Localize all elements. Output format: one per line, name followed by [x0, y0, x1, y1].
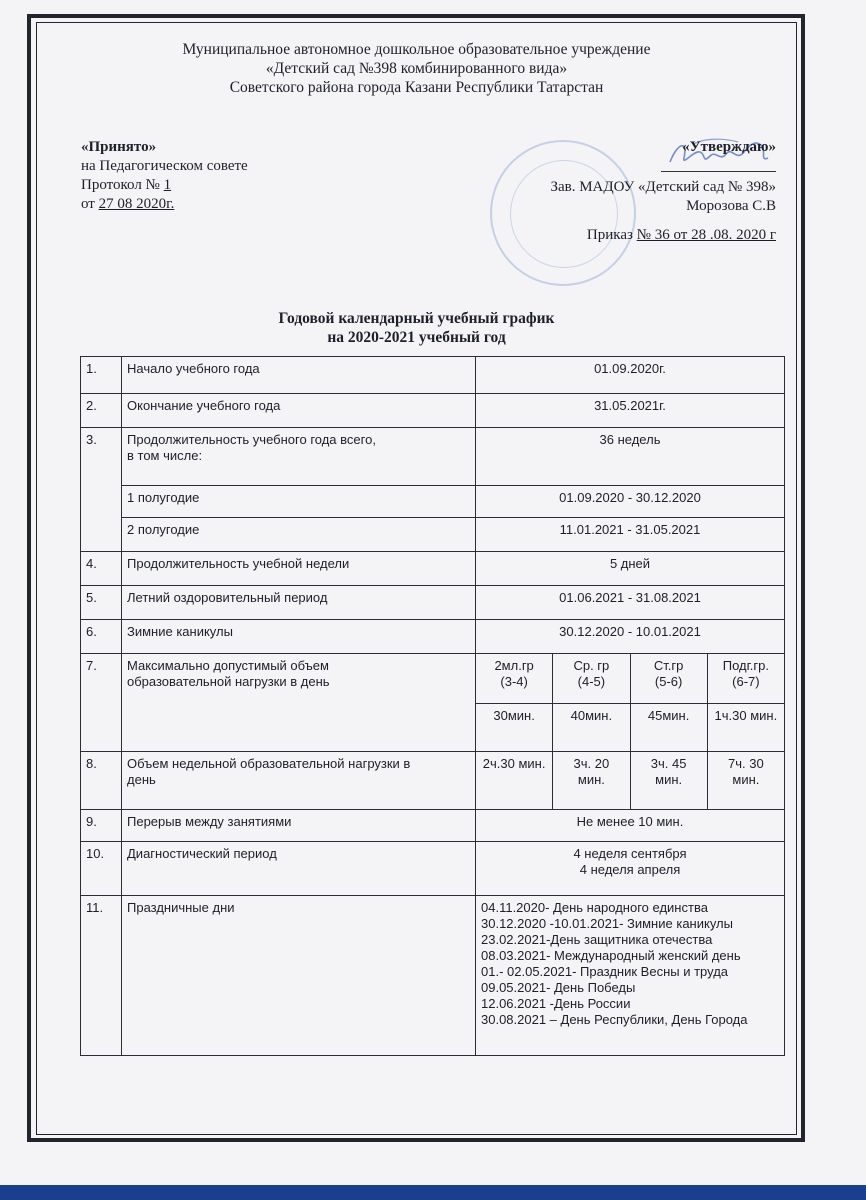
- row-value-line-1: 4 неделя сентября: [573, 846, 687, 861]
- row-label: Зимние каникулы: [122, 620, 476, 654]
- row-label: 2 полугодие: [122, 518, 476, 552]
- row-label: Продолжительность учебной недели: [122, 552, 476, 586]
- header-line-3: Советского района города Казани Республики Татарстан: [229, 79, 604, 96]
- row-value: 31.05.2021г.: [476, 394, 785, 428]
- row-label: [122, 654, 476, 752]
- holiday-item: 08.03.2021- Международный женский день: [481, 948, 741, 963]
- order-line: [550, 226, 776, 245]
- approved-title: «Утверждаю»: [682, 139, 776, 155]
- load-value: 45мин.: [630, 704, 707, 752]
- accepted-block: [81, 138, 248, 214]
- group-header: [707, 654, 784, 704]
- schedule-table: [80, 356, 785, 1056]
- load-value: 40мин.: [553, 704, 630, 752]
- row-value: 5 дней: [476, 552, 785, 586]
- title-line-2: на 2020-2021 учебный год: [327, 329, 506, 346]
- group-age: (3-4): [500, 674, 528, 689]
- protocol-line: [81, 176, 248, 195]
- holiday-item: 09.05.2021- День Победы: [481, 980, 636, 995]
- approved-position: Зав. МАДОУ «Детский сад № 398»: [550, 179, 776, 195]
- row-label-line-2: образовательной нагрузки в день: [127, 674, 330, 689]
- table-row: [81, 552, 785, 586]
- row-label: Летний оздоровительный период: [122, 586, 476, 620]
- approved-block: [550, 138, 776, 245]
- row-label-line-1: Продолжительность учебного года всего,: [127, 432, 376, 447]
- table-row: [81, 896, 785, 1056]
- holiday-item: 01.- 02.05.2021- Праздник Весны и труда: [481, 964, 729, 979]
- table-row: [81, 810, 785, 842]
- row-value: 30.12.2020 - 10.01.2021: [476, 620, 785, 654]
- accepted-title: «Принято»: [81, 139, 157, 155]
- holiday-item: 12.06.2021 -День России: [481, 996, 631, 1011]
- row-label: Праздничные дни: [122, 896, 476, 1056]
- holiday-item: 04.11.2020- День народного единства: [481, 900, 708, 915]
- row-label: Окончание учебного года: [122, 394, 476, 428]
- row-number: 4.: [81, 552, 122, 586]
- group-header: [476, 654, 553, 704]
- row-number: 10.: [81, 842, 122, 896]
- protocol-number: 1: [163, 177, 172, 193]
- date-value: 27 08 2020г.: [98, 196, 175, 212]
- row-number: 8.: [81, 752, 122, 810]
- order-number: № 36 от 28 .08. 2020 г: [636, 227, 776, 243]
- row-number: 7.: [81, 654, 122, 752]
- group-age: (5-6): [654, 674, 683, 689]
- holiday-item: 23.02.2021-День защитника отечества: [481, 932, 713, 947]
- row-number: 2.: [81, 394, 122, 428]
- table-row: [81, 428, 785, 486]
- scan-edge-strip: [0, 1185, 866, 1200]
- row-label: [122, 752, 476, 810]
- page-title: [36, 309, 797, 347]
- signature-line: [550, 157, 776, 178]
- holiday-item: 30.08.2021 – День Республики, День Города: [481, 1012, 748, 1027]
- row-value: 01.06.2021 - 31.08.2021: [476, 586, 785, 620]
- row-value: Не менее 10 мин.: [476, 810, 785, 842]
- table-row: [81, 654, 785, 704]
- order-label: Приказ: [586, 227, 633, 243]
- group-header: [630, 654, 707, 704]
- holiday-list: [476, 896, 785, 1056]
- table-row: [81, 620, 785, 654]
- row-number: 5.: [81, 586, 122, 620]
- group-header: [553, 654, 630, 704]
- row-label: Начало учебного года: [122, 357, 476, 394]
- load-value: 1ч.30 мин.: [707, 704, 784, 752]
- group-name: 2мл.гр: [494, 658, 534, 673]
- weekly-value: 7ч. 30 мин.: [707, 752, 784, 810]
- row-number: 9.: [81, 810, 122, 842]
- table-row: [81, 357, 785, 394]
- row-label: Диагностический период: [122, 842, 476, 896]
- protocol-label: Протокол №: [81, 177, 160, 193]
- row-value: 01.09.2020 - 30.12.2020: [476, 486, 785, 518]
- row-value: [476, 842, 785, 896]
- row-value: 11.01.2021 - 31.05.2021: [476, 518, 785, 552]
- weekly-value: 3ч. 45 мин.: [630, 752, 707, 810]
- table-row: [81, 842, 785, 896]
- accepted-body: на Педагогическом совете: [81, 158, 248, 174]
- group-age: (6-7): [732, 674, 760, 689]
- title-line-1: Годовой календарный учебный график: [278, 310, 555, 327]
- table-row: [81, 752, 785, 810]
- row-number: 11.: [81, 896, 122, 1056]
- row-number: 3.: [81, 428, 122, 552]
- date-label: от: [81, 196, 95, 212]
- row-label-line-2: день: [127, 772, 156, 787]
- row-number: 1.: [81, 357, 122, 394]
- table-row: [81, 394, 785, 428]
- protocol-date-line: [81, 195, 248, 214]
- group-age: (4-5): [577, 674, 606, 689]
- row-label-line-2: в том числе:: [127, 448, 203, 463]
- row-value-line-2: 4 неделя апреля: [579, 862, 681, 877]
- table-row: [81, 486, 785, 518]
- row-label: [122, 428, 476, 486]
- row-value: 36 недель: [476, 428, 785, 486]
- row-label: Перерыв между занятиями: [122, 810, 476, 842]
- header-line-1: Муниципальное автономное дошкольное образовательное учреждение: [182, 41, 651, 58]
- row-number: 6.: [81, 620, 122, 654]
- weekly-value: 2ч.30 мин.: [476, 752, 553, 810]
- group-name: Ср. гр: [573, 658, 610, 673]
- table-row: [81, 518, 785, 552]
- row-value: 01.09.2020г.: [476, 357, 785, 394]
- header-line-2: «Детский сад №398 комбинированного вида»: [265, 60, 568, 77]
- row-label: 1 полугодие: [122, 486, 476, 518]
- institution-header: [36, 40, 797, 97]
- row-label-line-1: Объем недельной образовательной нагрузки в: [127, 756, 411, 771]
- holiday-item: 30.12.2020 -10.01.2021- Зимние каникулы: [481, 916, 733, 931]
- row-label-line-1: Максимально допустимый объем: [127, 658, 329, 673]
- group-name: Ст.гр: [653, 658, 684, 673]
- group-name: Подг.гр.: [722, 658, 769, 673]
- approved-name: Морозова С.В: [686, 198, 776, 214]
- weekly-value: 3ч. 20 мин.: [553, 752, 630, 810]
- table-row: [81, 586, 785, 620]
- load-value: 30мин.: [476, 704, 553, 752]
